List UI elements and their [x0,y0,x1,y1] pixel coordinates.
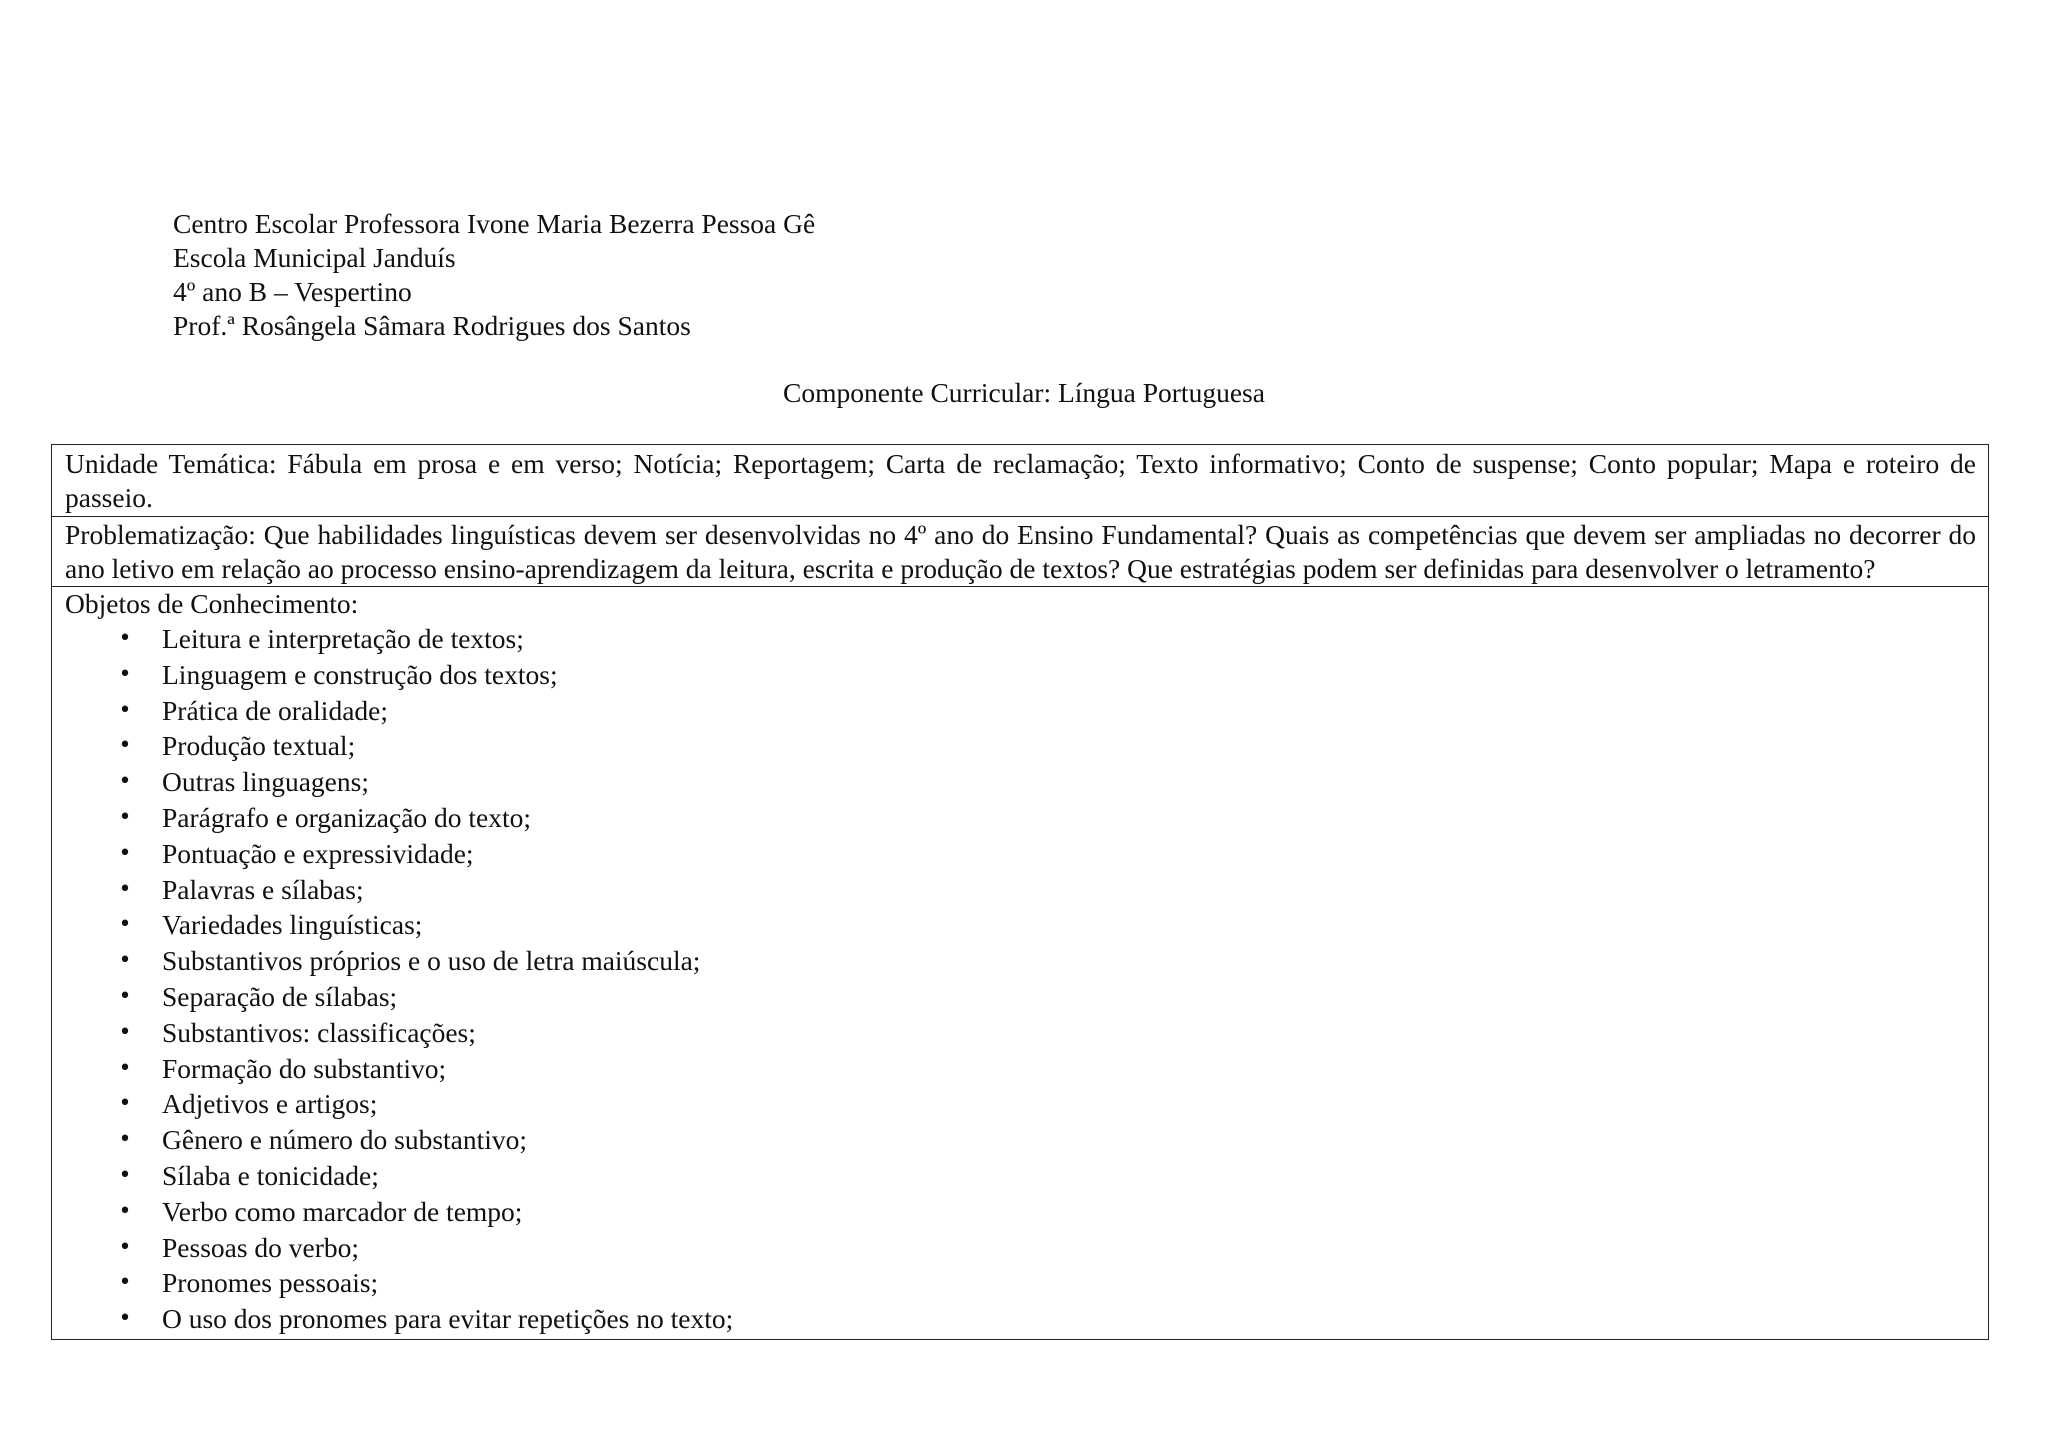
list-item [65,1122,1976,1158]
bullet-icon: • [118,1127,132,1153]
list-item [65,1086,1976,1122]
list-item-text: Linguagem e construção dos textos; [162,658,558,690]
list-item [65,979,1976,1015]
bullet-icon: • [118,1055,132,1081]
list-item [65,872,1976,908]
problematization-row [52,516,1988,586]
list-item [65,764,1976,800]
list-item [65,728,1976,764]
bullet-icon: • [118,661,132,687]
bullet-icon: • [118,1091,132,1117]
bullet-icon: • [118,876,132,902]
list-item [65,621,1976,657]
list-item-text: Separação de sílabas; [162,980,398,1012]
list-item [65,1194,1976,1230]
list-item-text: Verbo como marcador de tempo; [162,1195,523,1227]
list-item [65,1158,1976,1194]
problematization-text: Problematização: Que habilidades linguísticas devem ser desenvolvidas no 4º ano do Ensino Fundamental? Quais as competências que devem ser ampliadas no decorrer do ano letivo em relação ao processo ensino-aprendizagem da leitura, escrita e produção de textos? Que estratégias podem ser definidas para desenvolver o letramento? [65,519,1976,584]
list-item-text: Produção textual; [162,730,356,762]
list-item-text: Leitura e interpretação de textos; [162,623,524,654]
list-item-text: Outras linguagens; [162,766,369,798]
school-center-name: Centro Escolar Professora Ivone Maria Bezerra Pessoa Gê [173,208,816,239]
bullet-icon: • [118,1019,132,1045]
list-item-text: Formação do substantivo; [162,1052,447,1084]
bullet-icon: • [118,983,132,1009]
list-item [65,1230,1976,1266]
bullet-icon: • [118,1198,132,1224]
list-item-text: Gênero e número do substantivo; [162,1124,528,1156]
list-item-text: Parágrafo e organização do texto; [162,801,532,833]
bullet-icon: • [118,840,132,866]
teacher-name: Prof.ª Rosângela Sâmara Rodrigues dos Santos [173,310,691,341]
list-item-text: Adjetivos e artigos; [162,1088,378,1120]
list-item-text: Palavras e sílabas; [162,873,364,905]
bullet-icon: • [118,948,132,974]
list-item [65,1051,1976,1087]
list-item-text: O uso dos pronomes para evitar repetições no texto; [162,1303,734,1335]
list-item-text: Prática de oralidade; [162,694,389,726]
list-item-text: Substantivos próprios e o uso de letra maiúscula; [162,945,701,977]
school-header [173,207,815,343]
list-item [65,693,1976,729]
list-item [65,907,1976,943]
thematic-unit-row [52,445,1988,516]
class-info: 4º ano B – Vespertino [173,276,412,307]
bullet-icon: • [118,626,132,651]
list-item [65,800,1976,836]
list-item [65,657,1976,693]
list-item [65,1265,1976,1301]
knowledge-objects-row [52,586,1988,1339]
bullet-icon: • [118,1162,132,1188]
school-name: Escola Municipal Janduís [173,242,456,273]
list-item-text: Substantivos: classificações; [162,1016,476,1048]
list-item [65,836,1976,872]
knowledge-objects-list [65,621,1976,1337]
list-item-text: Variedades linguísticas; [162,909,423,941]
bullet-icon: • [118,769,132,795]
lesson-plan-table [51,444,1989,1340]
bullet-icon: • [118,804,132,830]
list-item [65,1301,1976,1337]
list-item-text: Pessoas do verbo; [162,1231,360,1263]
bullet-icon: • [118,697,132,723]
list-item [65,1015,1976,1051]
component-title: Componente Curricular: Língua Portuguesa [783,377,1265,408]
list-item-text: Sílaba e tonicidade; [162,1159,379,1191]
list-item [65,943,1976,979]
bullet-icon: • [118,912,132,938]
knowledge-objects-label: Objetos de Conhecimento: [65,588,359,619]
bullet-icon: • [118,1234,132,1260]
list-item-text: Pronomes pessoais; [162,1267,379,1299]
bullet-icon: • [118,1270,132,1296]
thematic-unit-text: Unidade Temática: Fábula em prosa e em verso; Notícia; Reportagem; Carta de reclamação; Texto informativo; Conto de suspense; Conto popular; Mapa e roteiro de passeio. [65,448,1976,513]
list-item-text: Pontuação e expressividade; [162,837,474,869]
bullet-icon: • [118,733,132,759]
bullet-icon: • [118,1306,132,1332]
